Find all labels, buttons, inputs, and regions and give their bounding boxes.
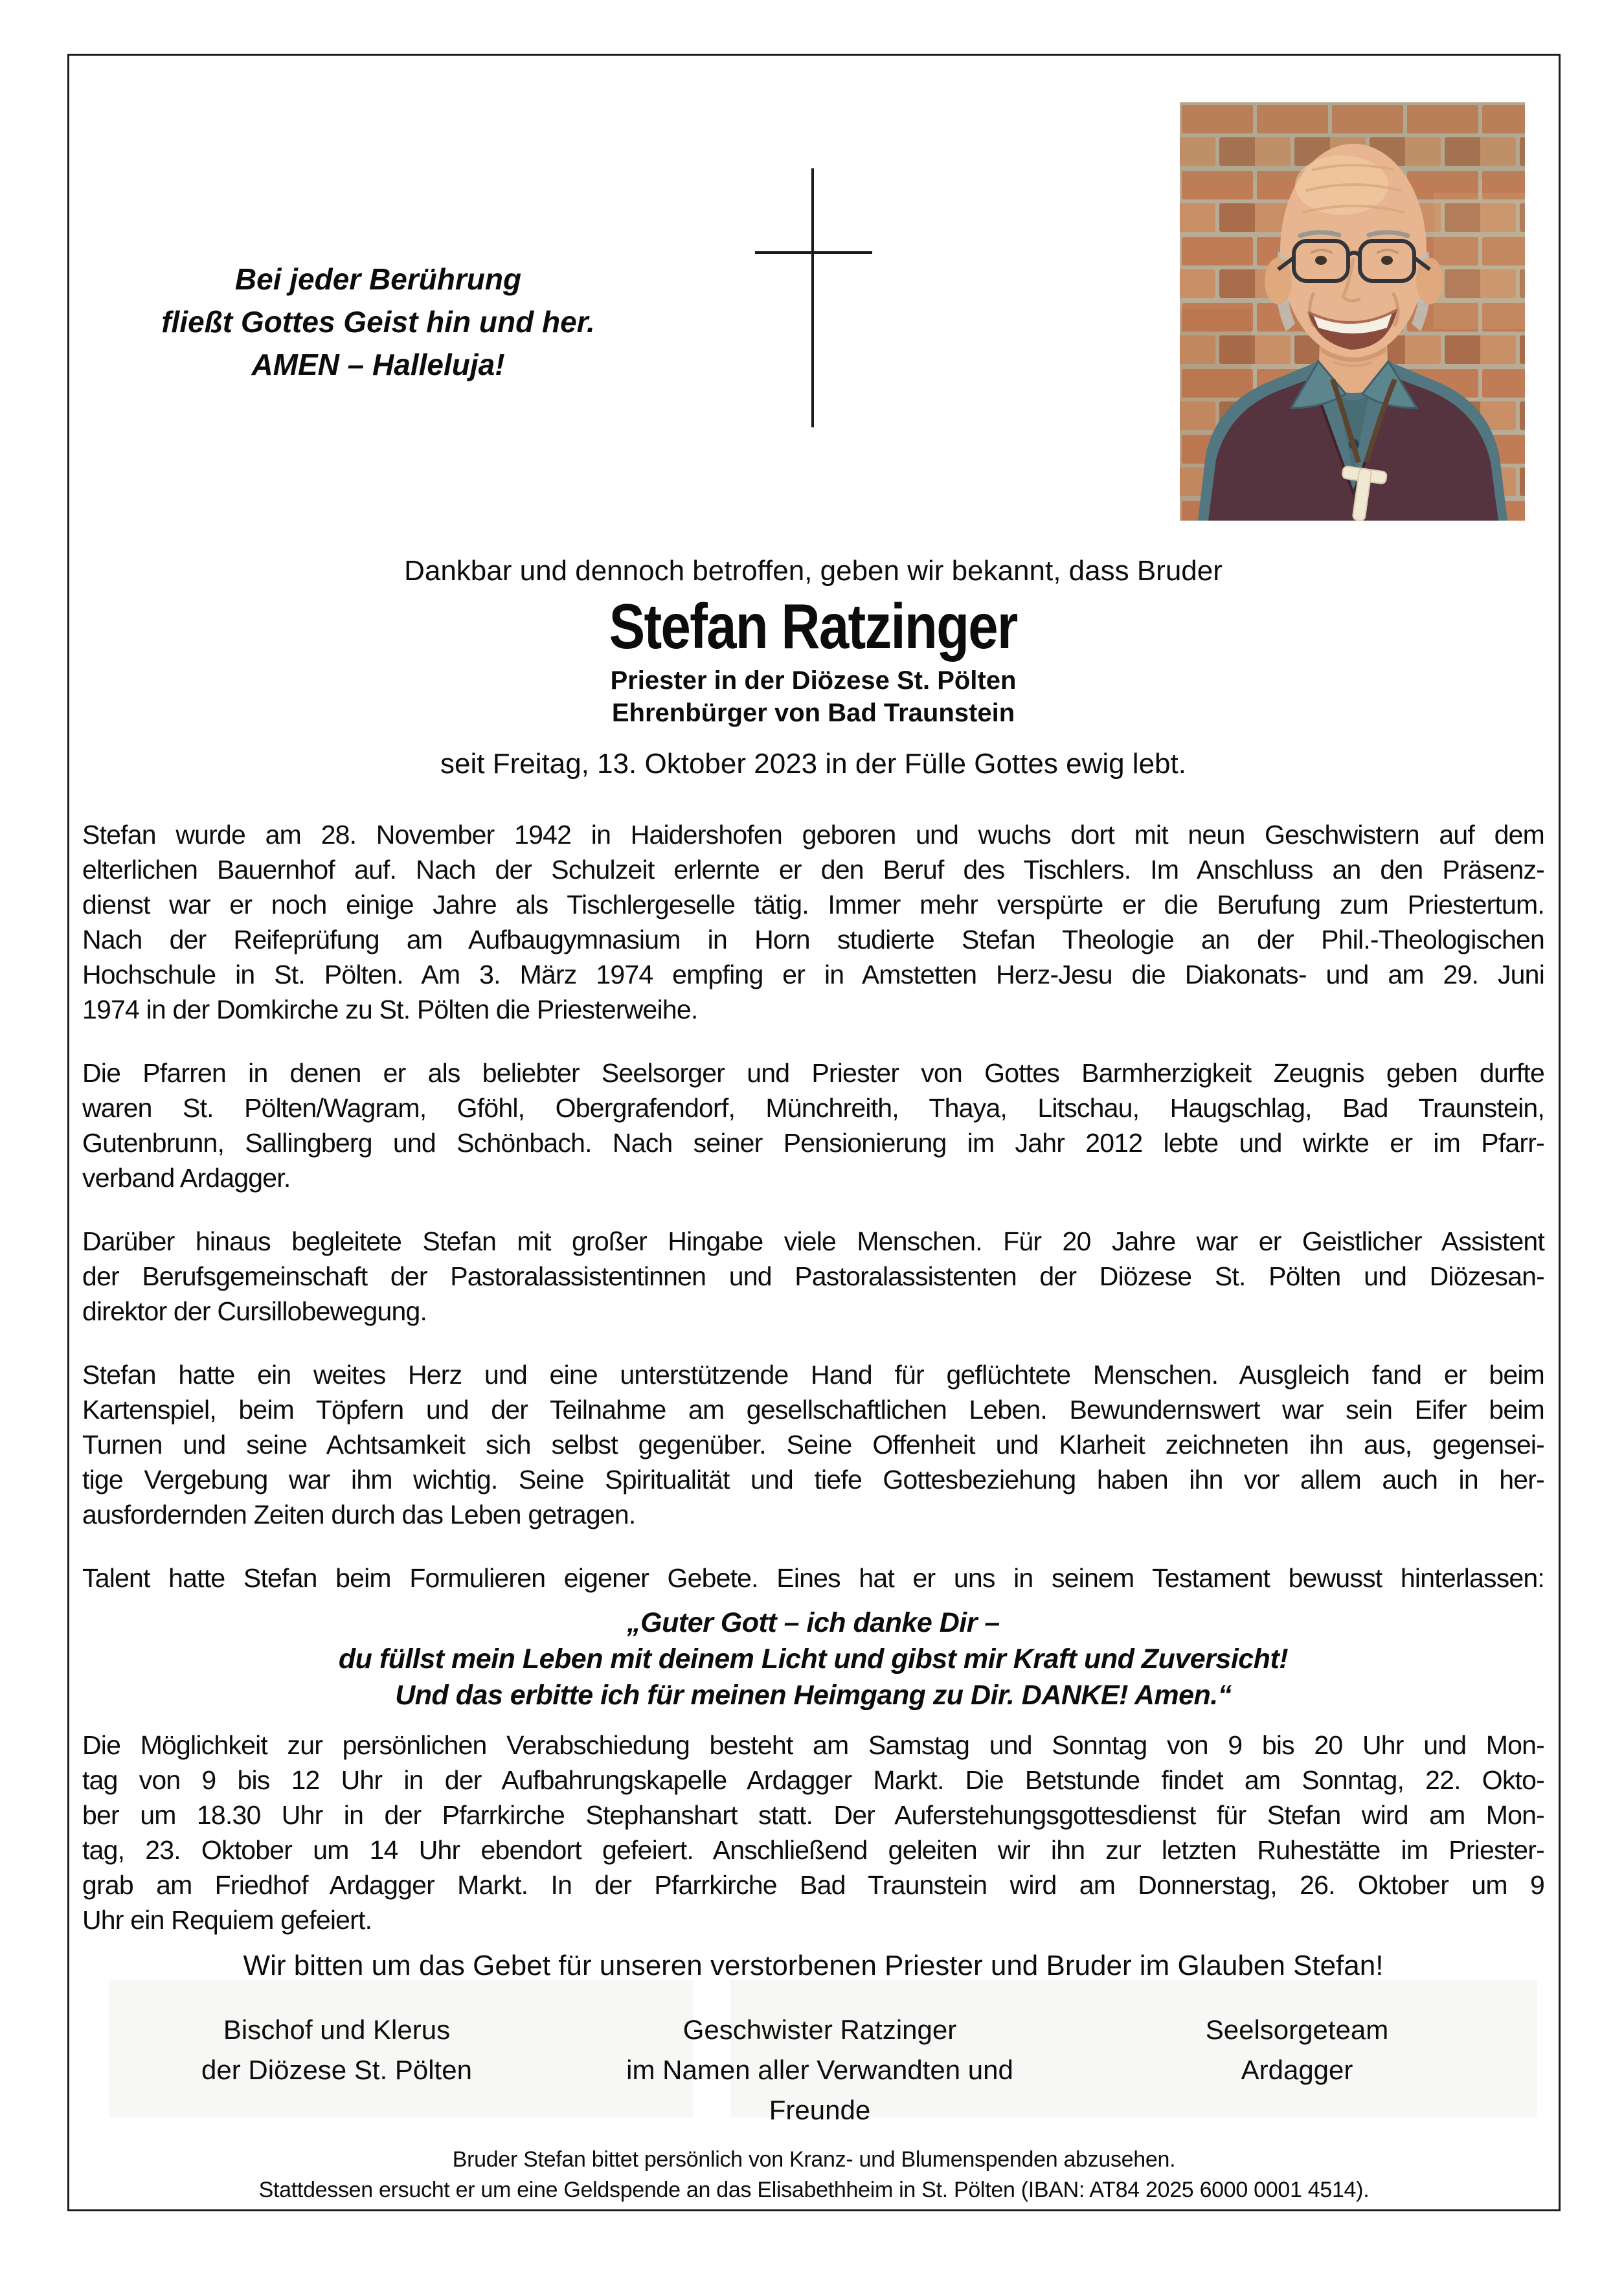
testament-quote xyxy=(82,1605,1544,1713)
paragraph xyxy=(82,1224,1544,1329)
signature-line: Freunde xyxy=(769,2095,871,2125)
body-paragraphs xyxy=(82,817,1544,1966)
announcement-block xyxy=(82,554,1544,781)
signature-column xyxy=(567,2010,1072,2130)
closing-line: Wir bitten um das Gebet für unseren verstorbenen Priester und Bruder im Glauben Stefan! xyxy=(243,1950,1384,1981)
quote-line: du füllst mein Leben mit deinem Licht und gibst mir Kraft und Zuversicht! xyxy=(338,1643,1289,1675)
announcement-intro: Dankbar und dennoch betroffen, geben wir bekannt, dass Bruder xyxy=(404,555,1223,587)
deceased-name xyxy=(82,588,1544,664)
signatures-row xyxy=(0,2010,1624,2152)
paragraph-line: Kartenspiel, beim Töpfern und der Teilnahme am gesellschaftlichen Leben. Bewundernswert war sein Eifer beim xyxy=(82,1395,1544,1425)
paragraph-line: 1974 in der Domkirche zu St. Pölten die Priesterweihe. xyxy=(82,995,698,1024)
signature-line: Seelsorgeteam xyxy=(1205,2014,1389,2045)
deceased-role-line: Priester in der Diözese St. Pölten xyxy=(610,666,1017,695)
eye-right xyxy=(1381,256,1393,265)
cross-horizontal-bar xyxy=(755,251,872,254)
paragraph-line: ausfordernden Zeiten durch das Leben getragen. xyxy=(82,1500,636,1529)
quote-line: „Guter Gott – ich danke Dir – xyxy=(627,1607,1000,1638)
paragraph xyxy=(82,1357,1544,1532)
footer-line: Bruder Stefan bittet persönlich von Kranz- und Blumenspenden abzusehen. xyxy=(452,2147,1176,2172)
paragraph xyxy=(82,817,1544,1027)
footer-line: Stattdessen ersucht er um eine Geldspende an das Elisabethheim in St. Pölten (IBAN: AT84 2025 6000 0001 4514). xyxy=(258,2178,1370,2202)
paragraph-line: tige Vergebung war ihm wichtig. Seine Spiritualität und tiefe Gottesbeziehung haben ihn vor allem auch in her- xyxy=(82,1465,1544,1494)
paragraph-line: Die Pfarren in denen er als beliebter Seelsorger und Priester von Gottes Barmherzigkeit Zeugnis geben durfte xyxy=(82,1058,1544,1088)
paragraph-line: der Berufsgemeinschaft der Pastoralassistentinnen und Pastoralassistenten der Diözese St. Pölten und Diözesan- xyxy=(82,1261,1544,1291)
paragraph-line: ber um 18.30 Uhr in der Pfarrkirche Stephanshart statt. Der Auferstehungsgottesdienst für Stefan wird am Mon- xyxy=(82,1800,1544,1830)
paragraph-line: Gutenbrunn, Sallingberg und Schönbach. Nach seiner Pensionierung im Jahr 2012 lebte und wirkte er im Pfarr- xyxy=(82,1128,1544,1158)
footer-note xyxy=(67,2145,1561,2205)
death-date-line: seit Freitag, 13. Oktober 2023 in der Fülle Gottes ewig lebt. xyxy=(440,748,1186,780)
paragraph-line: verband Ardagger. xyxy=(82,1163,291,1193)
paragraph xyxy=(82,1055,1544,1195)
verse-line: fließt Gottes Geist hin und her. xyxy=(161,305,595,339)
portrait-photo xyxy=(1180,102,1525,521)
opening-verse xyxy=(100,258,657,386)
ear-right xyxy=(1416,258,1443,304)
paragraph-line: Die Möglichkeit zur persönlichen Verabschiedung besteht am Samstag und Sonntag von 9 bis 20 Uhr und Mon- xyxy=(82,1730,1544,1760)
cross-vertical-bar xyxy=(811,168,814,427)
signature-line: Geschwister Ratzinger xyxy=(682,2014,957,2045)
paragraph-line: tag, 23. Oktober um 14 Uhr ebendort gefeiert. Anschließend geleiten wir ihn zur letzten Ruhestätte im Priester- xyxy=(82,1835,1544,1865)
paragraph-line: Darüber hinaus begleitete Stefan mit großer Hingabe viele Menschen. Für 20 Jahre war er Geistlicher Assistent xyxy=(82,1226,1544,1256)
paragraph-line: tag von 9 bis 12 Uhr in der Aufbahrungskapelle Ardagger Markt. Die Betstunde findet am Sonntag, 22. Okto- xyxy=(82,1765,1544,1795)
deceased-role-line: Ehrenbürger von Bad Traunstein xyxy=(611,699,1015,727)
paragraph-line: grab am Friedhof Ardagger Markt. In der Pfarrkirche Bad Traunstein wird am Donnerstag, 26. Oktober um 9 xyxy=(82,1870,1544,1900)
signature-line: der Diözese St. Pölten xyxy=(201,2055,472,2085)
deceased-roles xyxy=(82,664,1544,729)
paragraph xyxy=(82,1561,1544,1596)
deceased-name-text: Stefan Ratzinger xyxy=(609,591,1018,662)
signature-line: Ardagger xyxy=(1241,2055,1353,2085)
paragraph-line: Uhr ein Requiem gefeiert. xyxy=(82,1905,372,1935)
quote-line: Und das erbitte ich für meinen Heimgang zu Dir. DANKE! Amen.“ xyxy=(395,1680,1232,1711)
paragraph xyxy=(82,1728,1544,1937)
ear-left xyxy=(1265,258,1292,304)
paragraph-line: Stefan hatte ein weites Herz und eine unterstützende Hand für geflüchtete Menschen. Ausgleich fand er beim xyxy=(82,1360,1544,1390)
verse-line: AMEN – Halleluja! xyxy=(251,348,505,381)
paragraph-line: Turnen und seine Achtsamkeit sich selbst gegenüber. Seine Offenheit und Klarheit zeichneten ihn aus, gegensei- xyxy=(82,1430,1544,1460)
eye-left xyxy=(1315,256,1327,265)
paragraph-line: Stefan wurde am 28. November 1942 in Haidershofen geboren und wuchs dort mit neun Geschwistern auf dem xyxy=(82,820,1544,850)
paragraph-line: Nach der Reifeprüfung am Aufbaugymnasium in Horn studierte Stefan Theologie an der Phil.-Theologischen xyxy=(82,925,1544,954)
signature-column xyxy=(149,2010,524,2090)
signature-line: Bischof und Klerus xyxy=(223,2014,451,2045)
signature-column xyxy=(1100,2010,1494,2090)
paragraph-line: elterlichen Bauernhof auf. Nach der Schulzeit erlernte er den Beruf des Tischlers. Im Anschluss an den Präsenz- xyxy=(82,855,1544,885)
paragraph-line: dienst war er noch einige Jahre als Tischlergeselle tätig. Immer mehr verspürte er die Berufung zum Priestertum. xyxy=(82,890,1544,919)
paragraph-line: Talent hatte Stefan beim Formulieren eigener Gebete. Eines hat er uns in seinem Testament bewusst hinterlassen: xyxy=(82,1563,1544,1593)
paragraph-line: Hochschule in St. Pölten. Am 3. März 1974 empfing er in Amstetten Herz-Jesu die Diakonats- und am 29. Juni xyxy=(82,960,1544,989)
signature-line: im Namen aller Verwandten und xyxy=(626,2055,1013,2085)
paragraph-line: waren St. Pölten/Wagram, Gföhl, Obergrafendorf, Münchreith, Thaya, Litschau, Haugschlag, Bad Traunstein, xyxy=(82,1093,1544,1123)
paragraph-line: direktor der Cursillobewegung. xyxy=(82,1296,427,1326)
verse-line: Bei jeder Berührung xyxy=(234,262,522,296)
